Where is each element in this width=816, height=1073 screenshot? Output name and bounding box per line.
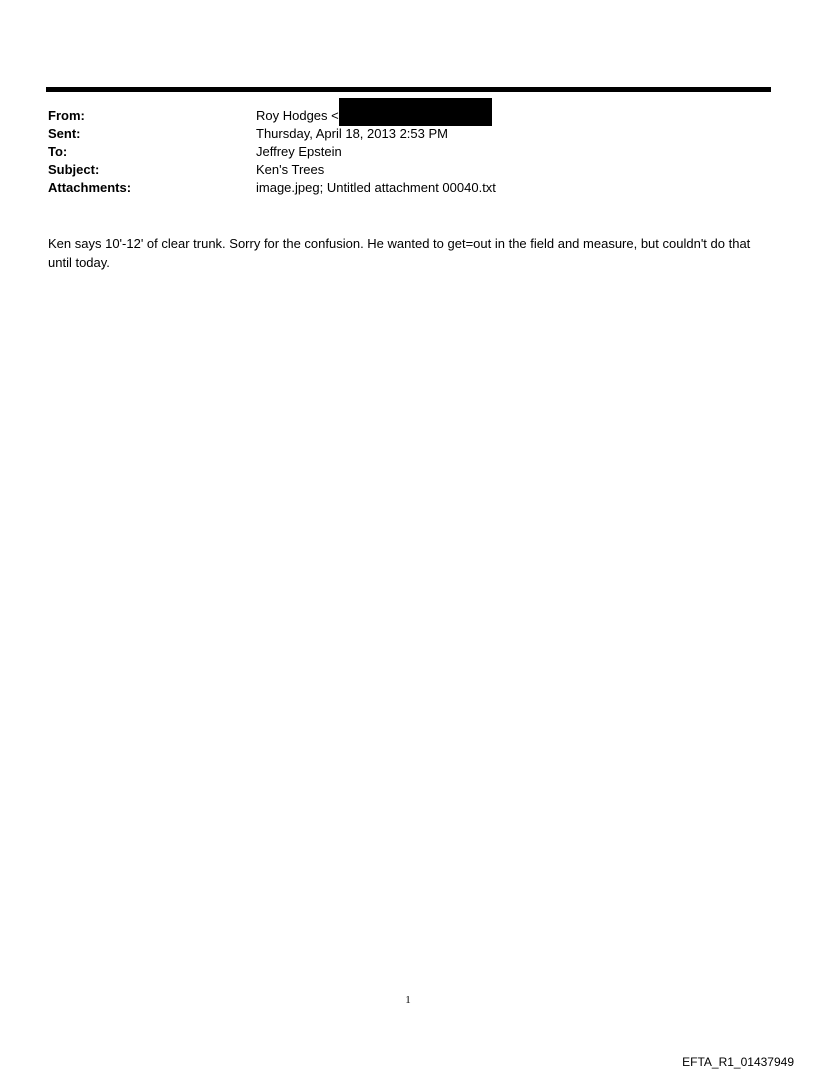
to-label: To: xyxy=(48,144,68,159)
redaction-box xyxy=(339,98,492,126)
attachments-label: Attachments: xyxy=(48,180,132,195)
sent-label: Sent: xyxy=(48,126,81,141)
subject-value: Ken's Trees xyxy=(256,162,325,177)
email-body: Ken says 10'-12' of clear trunk. Sorry for the confusion. He wanted to get=out in the field and measure, but couldn't do that until today. xyxy=(48,236,751,270)
attachments-value: image.jpeg; Untitled attachment 00040.txt xyxy=(256,180,496,195)
attachments-row xyxy=(48,179,768,197)
email-header xyxy=(48,107,768,197)
page-number: 1 xyxy=(405,994,411,1006)
sent-row xyxy=(48,125,768,143)
to-row xyxy=(48,143,768,161)
from-row xyxy=(48,107,768,125)
to-value: Jeffrey Epstein xyxy=(256,144,342,159)
sender-name: Roy Hodges < xyxy=(256,108,339,123)
document-id: EFTA_R1_01437949 xyxy=(682,1055,794,1069)
from-label: From: xyxy=(48,108,85,123)
subject-row xyxy=(48,161,768,179)
header-divider xyxy=(46,87,771,92)
from-value xyxy=(256,107,496,126)
sent-value: Thursday, April 18, 2013 2:53 PM xyxy=(256,126,448,141)
subject-label: Subject: xyxy=(48,162,100,177)
